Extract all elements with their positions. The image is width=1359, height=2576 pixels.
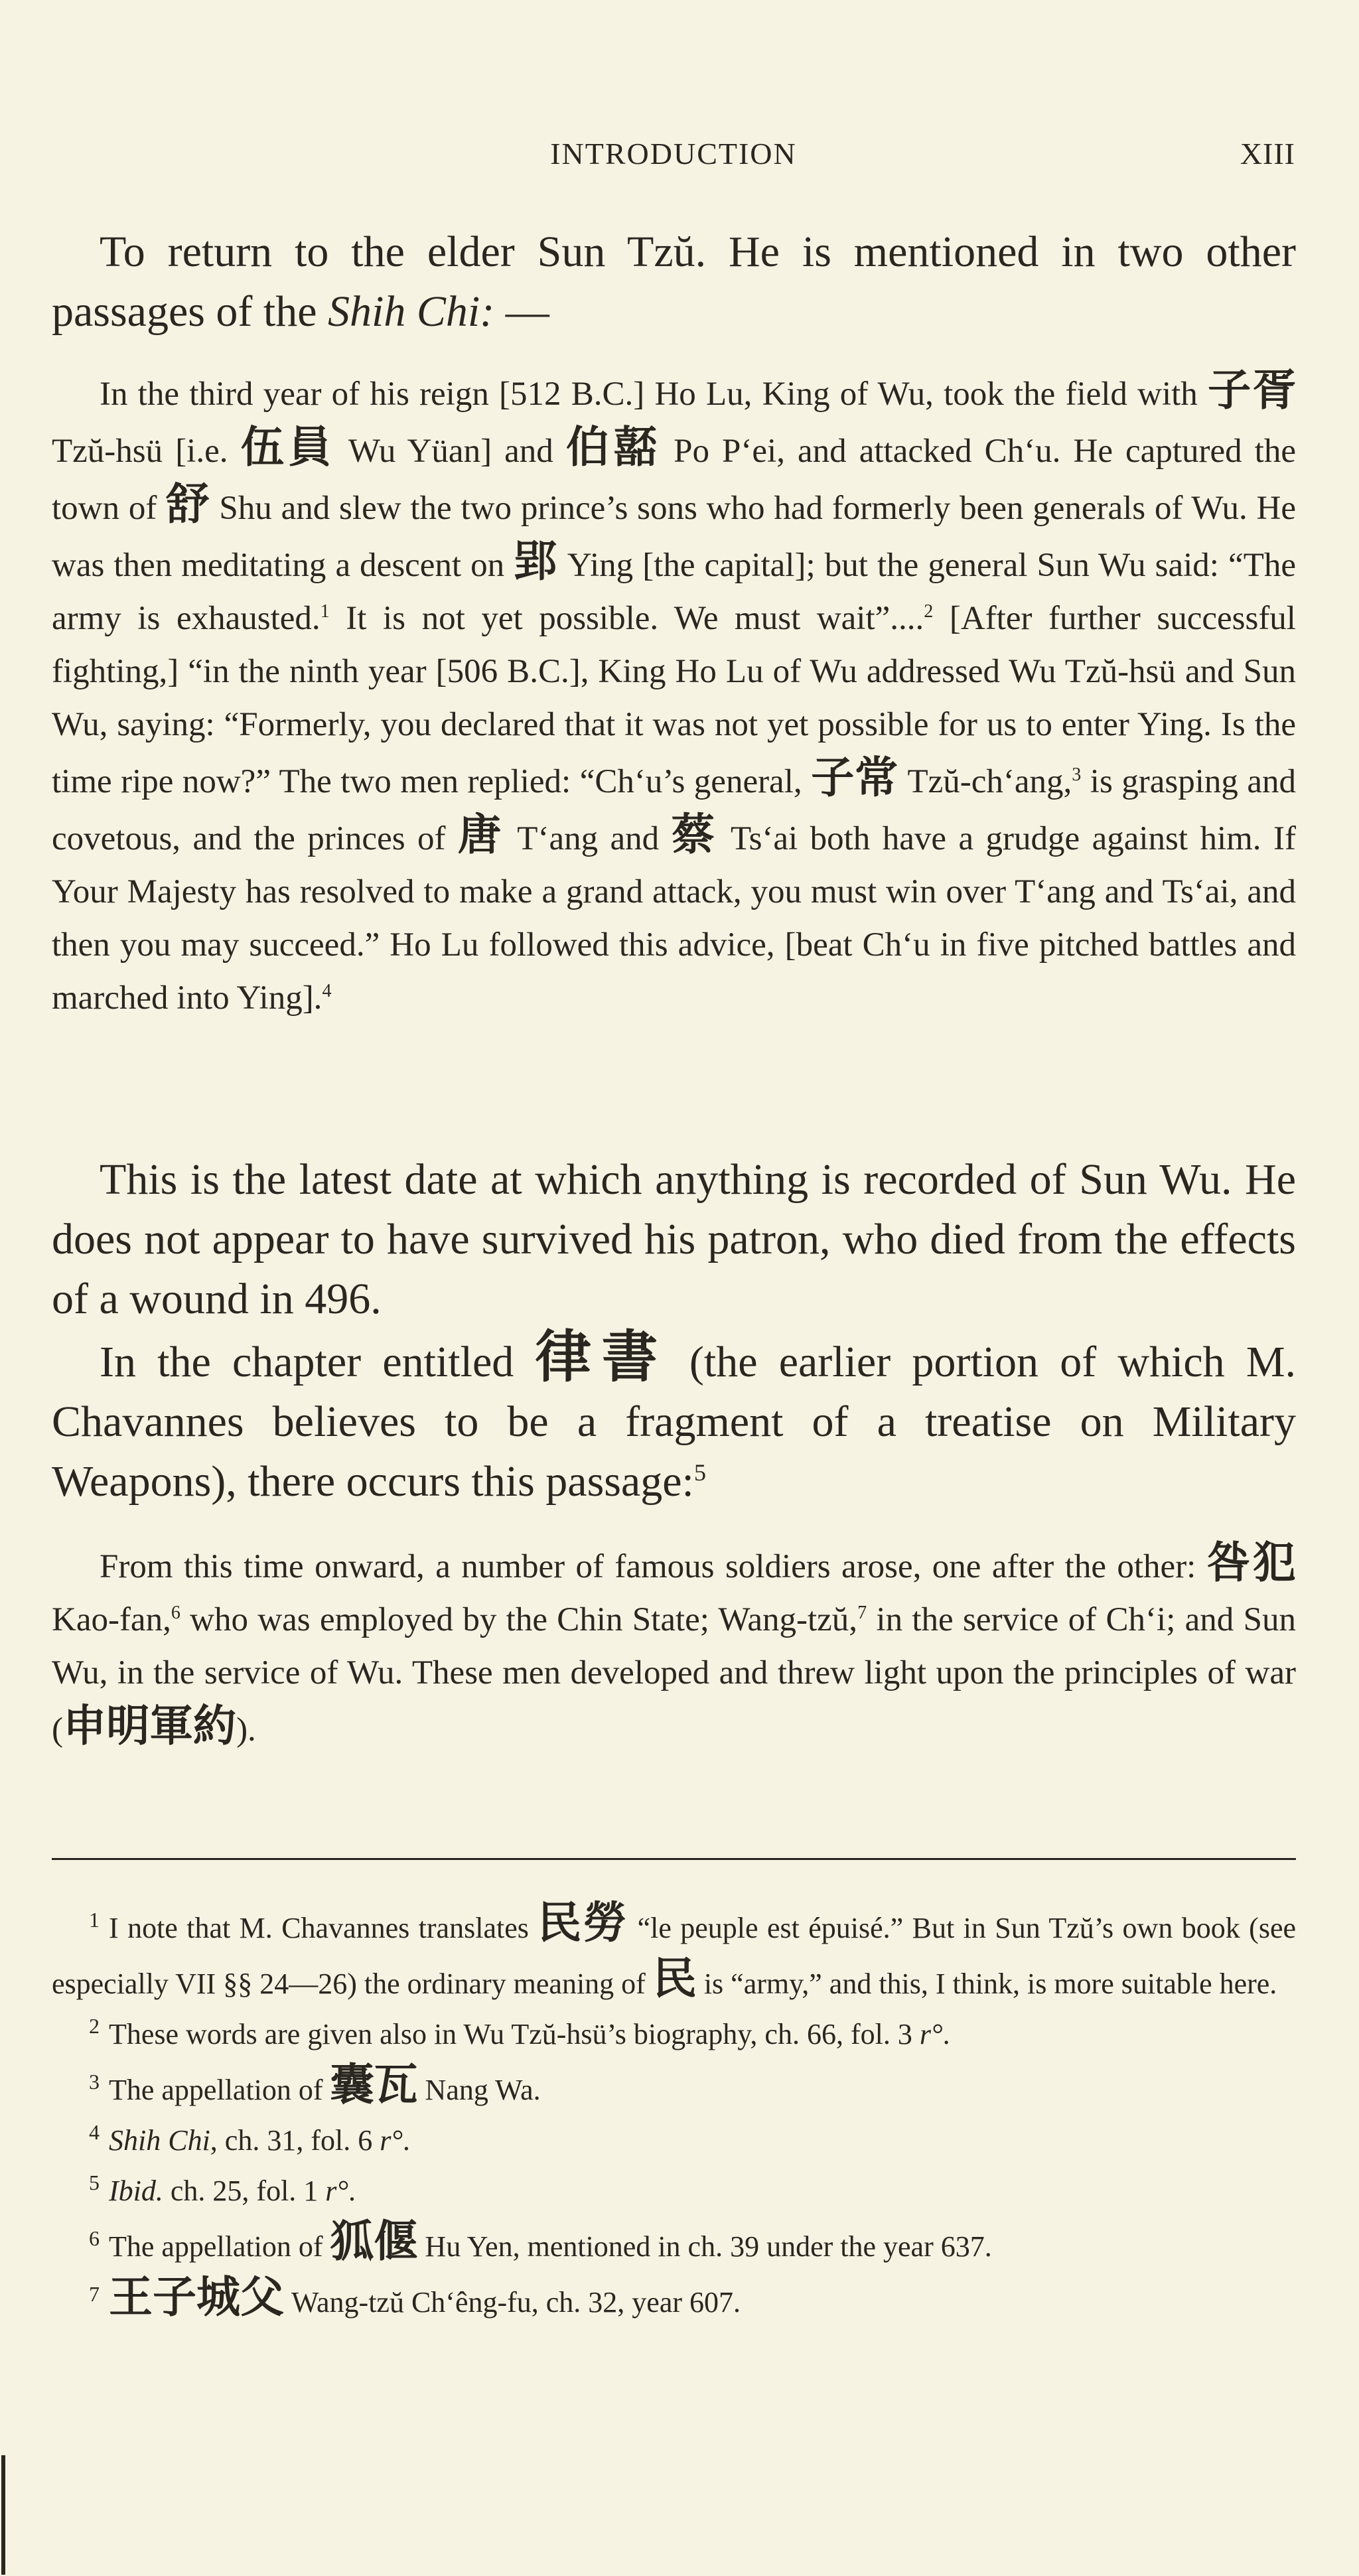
paragraph-1: To return to the elder Sun Tzŭ. He is mentioned in two other passages of the Shih Chi: — [52,228,1296,336]
footnotes [52,1898,1296,2328]
paragraph-3: In the chapter entitled 律書 (the earlier portion of which M. Chavannes believes to be a fragment of a treatise on Military Weapons), there occurs this passage:$^5$ [52,1324,1296,1506]
page-number: XIII [1240,137,1295,171]
footnote-divider [52,1858,1296,1860]
footnote-7: 7 王子城父 Wang-tzŭ Ch‘êng-fu, ch. 32, year 607. [89,2271,741,2323]
paragraph-2: This is the latest date at which anything is recorded of Sun Wu. He does not appear to have survived his patron, who died from the effects of a wound in 496. [52,1155,1296,1323]
cjk-name: 子常 [811,752,899,803]
footnote-ref[interactable]: 4 [322,981,332,1001]
footnote-ref[interactable]: 7 [857,1603,867,1623]
cjk-name: 蔡 [671,810,719,860]
cjk-name: 伍員 [240,422,336,472]
footnote-ref[interactable]: 1 [320,601,330,622]
footnote-6: 6 The appellation of 狐偃 Hu Yen, mentioned in ch. 39 under the year 637. [89,2216,992,2267]
cjk-name: 郢 [514,536,558,587]
book-title: Shih Chi: [328,287,495,336]
footnote-ref[interactable]: 5 [693,1459,707,1486]
footnote-ref[interactable]: 6 [171,1603,180,1623]
cjk-name: 子胥 [1208,365,1296,415]
cjk-name: 伯嚭 [565,422,662,472]
cjk-name: 咎犯 [1206,1538,1296,1588]
footnote-ref[interactable]: 2 [924,601,934,622]
cjk-term: 申明軍約 [62,1701,237,1751]
footnote-4: 4 Shih Chi, ch. 31, fol. 6 r°. [89,2120,410,2157]
page-header [52,136,1295,182]
cjk-name: 唐 [457,810,505,860]
footnote-5: 5 Ibid. ch. 25, fol. 1 r°. [89,2171,356,2207]
page-edge-mark [1,2455,5,2575]
block-quote-2: From this time onward, a number of famous soldiers arose, one after the other: 咎犯 Kao-fan,$^6$ who was employed by the Chin State; Wang-tzŭ,$^7$ in the service of Ch‘i; and Sun Wu, in the service of Wu. These men developed and threw light upon the principles of war (申明軍約). [52,1538,1296,1751]
footnote-1: 1 I note that M. Chavannes translates 民勞 “le peuple est épuisé.” But in Sun Tzŭ’s own book (see especially VII §§ 24—26) the ordinary meaning of 民 is “army,” and this, I think, is more suitable here. [52,1897,1297,2004]
cjk-title: 律書 [535,1324,668,1390]
running-title: INTRODUCTION [550,137,797,171]
cjk-name: 舒 [166,479,210,530]
footnote-ref[interactable]: 3 [1072,764,1082,785]
footnote-3: 3 The appellation of 囊瓦 Nang Wa. [89,2059,541,2110]
block-quote-1: In the third year of his reign [512 B.C.] Ho Lu, King of Wu, took the field with 子胥 Tzŭ-hsü [i.e. 伍員 Wu Yüan] and 伯嚭 Po P‘ei, and attacked Ch‘u. He captured the town of 舒 Shu and slew the two prince’s sons who had formerly been generals of Wu. He was then meditating a descent on 郢 Ying [the capital]; but the general Sun Wu said: “The army is exhausted.$^1$ It is not yet possible. We must wait”....$^2$ [After further successful fighting,] “in the ninth year [506 B.C.], King Ho Lu of Wu addressed Wu Tzŭ-hsü and Sun Wu, saying: “Formerly, you declared that it was not yet possible for us to enter Ying. Is the time ripe now?” The two men replied: “Ch‘u’s general, 子常 Tzŭ-ch‘ang,$^3$ is grasping and covetous, and the princes of 唐 T‘ang and 蔡 Ts‘ai both have a grudge against him. If Your Majesty has resolved to make a grand attack, you must win over T‘ang and Ts‘ai, and then you may succeed.” Ho Lu followed this advice, [beat Ch‘u in five pitched battles and marched into Ying].$^4$ [52,365,1296,1017]
footnote-2: 2 These words are given also in Wu Tzŭ-hsü’s biography, ch. 66, fol. 3 r°. [89,2014,950,2050]
